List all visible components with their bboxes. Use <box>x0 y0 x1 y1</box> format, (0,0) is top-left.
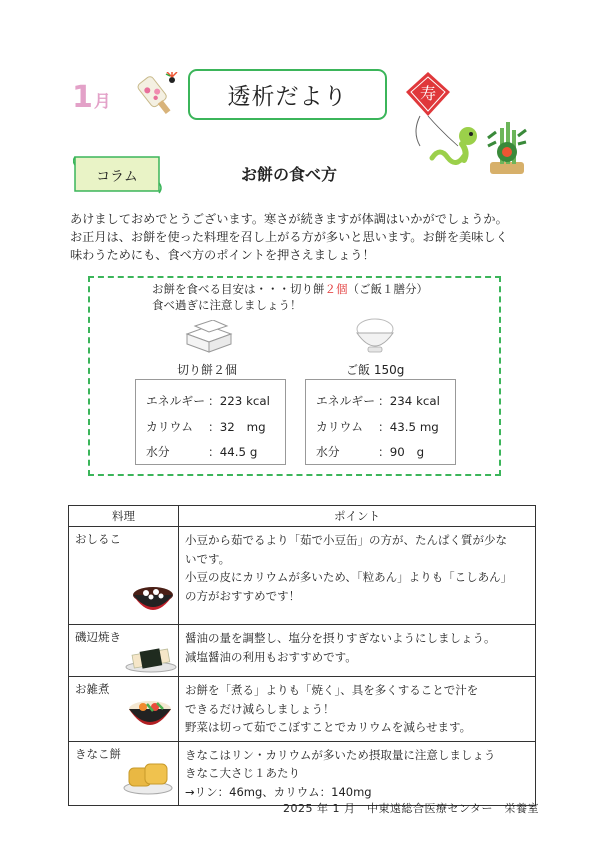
food-caption: 切り餅２個 <box>177 363 238 377</box>
table-row <box>69 741 536 806</box>
mochi-dishes-table <box>68 505 536 806</box>
nutrition-row: エネルギー ：234 kcal <box>316 394 440 408</box>
point-line: いです。 <box>185 551 231 566</box>
table-header-dish: 料理 <box>69 506 179 527</box>
dish-name: 磯辺焼き <box>75 630 121 644</box>
nutrition-box-rice <box>305 379 456 465</box>
point-line: 小豆から茹でるより「茹で小豆缶」の方が、たんぱく質が少な <box>185 533 507 547</box>
mochi-guide-text: お餅を食べる目安は・・・切り餅２個（ご飯１膳分） 食べ過ぎに注意しましょう！ <box>152 282 428 312</box>
point-line: の方がおすすめです！ <box>185 588 301 603</box>
table-row <box>69 625 536 677</box>
rice-bowl-icon <box>353 315 397 355</box>
point-line: 小豆の皮にカリウムが多いため、「粒あん」よりも「こしあん」 <box>185 570 513 584</box>
intro-paragraph <box>70 210 540 264</box>
intro-line: あけましておめでとうございます。寒さが続きますが体調はいかがでしょうか。 <box>70 212 508 226</box>
kinako-mochi-icon <box>123 758 173 796</box>
hagoita-icon <box>132 72 180 118</box>
column-tag-label: コラム <box>96 169 138 185</box>
point-line: きなこ大さじ１あたり <box>185 766 300 780</box>
dish-name: お雑煮 <box>75 682 110 696</box>
intro-line: 味わうためにも、食べ方のポイントを押さえましょう！ <box>70 248 375 262</box>
nutrition-row: カリウム ：43.5 mg <box>316 420 439 434</box>
oshiruko-bowl-icon <box>131 585 175 619</box>
nutrition-box-mochi <box>135 379 286 465</box>
newsletter-title: 透析だより <box>188 69 387 120</box>
point-line: 醤油の量を調整し、塩分を摂りすぎないようにしましょう。 <box>185 631 496 645</box>
column-heading: お餅の食べ方 <box>241 165 338 184</box>
point-line: 野菜は切って茹でこぼすことでカリウムを減らせます。 <box>185 720 472 734</box>
kite-character: 寿 <box>419 84 437 103</box>
dish-name: おしるこ <box>75 532 121 546</box>
mochi-count-highlight: ２個 <box>324 282 348 296</box>
nutrition-row: 水分 ：44.5 g <box>146 445 258 459</box>
point-line: →リン：46mg、カリウム：140mg <box>185 784 372 799</box>
point-line: きなこはリン・カリウムが多いため摂取量に注意しましょう <box>185 747 496 762</box>
nutrition-row: カリウム ：32 mg <box>146 420 266 434</box>
dish-name: きなこ餅 <box>75 746 121 761</box>
isobeyaki-icon <box>125 647 177 673</box>
nutrition-row: 水分 ：90 g <box>316 445 425 459</box>
table-row <box>69 677 536 742</box>
kiri-mochi-icon <box>183 320 235 356</box>
point-line: 減塩醤油の利用もおすすめです。 <box>185 649 357 664</box>
intro-line: お正月は、お餅を使った料理を召し上がる方が多いと思います。お餅を美味しく <box>70 230 508 244</box>
food-caption: ご飯 150g <box>346 363 405 377</box>
nutrition-row: エネルギー ：223 kcal <box>146 394 270 408</box>
column-tag <box>73 155 163 195</box>
month-label: 1月 <box>72 80 112 115</box>
ozoni-bowl-icon <box>127 699 173 733</box>
point-line: できるだけ減らしましょう！ <box>185 701 335 716</box>
kite-snake-decoration-icon <box>402 72 532 176</box>
table-header-point: ポイント <box>179 506 536 527</box>
table-row <box>69 527 536 625</box>
footer-credit: 2025 年 1 月 中東遠総合医療センター 栄養室 <box>283 802 540 815</box>
point-line: お餅を「煮る」よりも「焼く」、具を多くすることで汁を <box>185 683 479 697</box>
